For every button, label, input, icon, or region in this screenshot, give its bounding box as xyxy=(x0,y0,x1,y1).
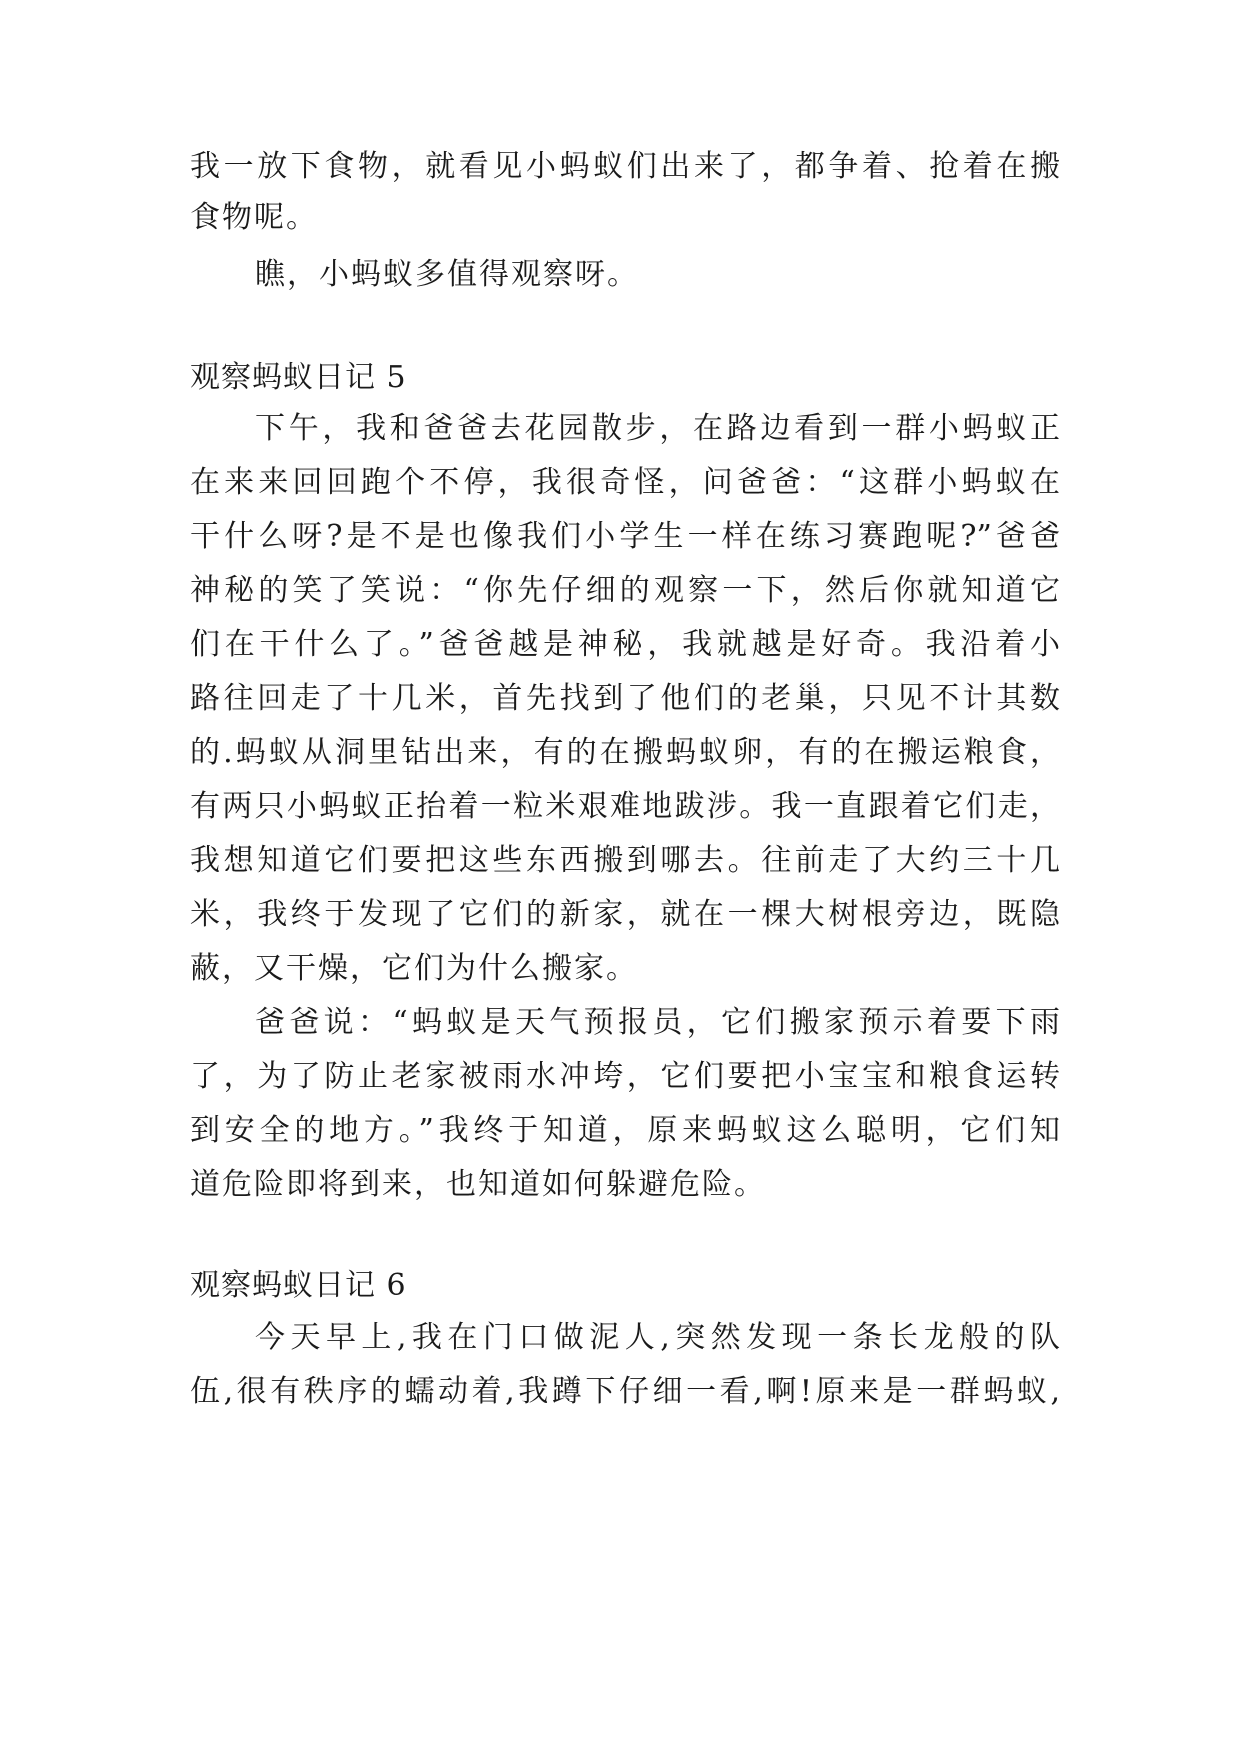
paragraph-line: 伍,很有秩序的蠕动着,我蹲下仔细一看,啊!原来是一群蚂蚁, xyxy=(190,1374,1060,1409)
paragraph-line: 我想知道它们要把这些东西搬到哪去。往前走了大约三十几 xyxy=(190,843,1060,878)
paragraph-line: 食物呢。 xyxy=(190,200,318,235)
paragraph-line: 神秘的笑了笑说：“你先仔细的观察一下，然后你就知道它 xyxy=(190,573,1060,608)
section-heading: 观察蚂蚁日记 5 xyxy=(190,360,407,395)
paragraph-line: 爸爸说：“蚂蚁是天气预报员，它们搬家预示着要下雨 xyxy=(255,1005,1060,1040)
paragraph-line: 干什么呀?是不是也像我们小学生一样在练习赛跑呢?”爸爸 xyxy=(190,519,1060,554)
paragraph-line: 的.蚂蚁从洞里钻出来，有的在搬蚂蚁卵，有的在搬运粮食， xyxy=(190,735,1060,770)
paragraph-line: 路往回走了十几米，首先找到了他们的老巢，只见不计其数 xyxy=(190,681,1060,716)
paragraph-line: 到安全的地方。”我终于知道，原来蚂蚁这么聪明，它们知 xyxy=(190,1113,1060,1148)
paragraph-line: 我一放下食物，就看见小蚂蚁们出来了，都争着、抢着在搬 xyxy=(190,149,1060,184)
paragraph-line: 米，我终于发现了它们的新家，就在一棵大树根旁边，既隐 xyxy=(190,897,1060,932)
paragraph-line: 在来来回回跑个不停，我很奇怪，问爸爸：“这群小蚂蚁在 xyxy=(190,465,1060,500)
paragraph-line: 下午，我和爸爸去花园散步，在路边看到一群小蚂蚁正 xyxy=(255,411,1060,446)
paragraph-line: 今天早上,我在门口做泥人,突然发现一条长龙般的队 xyxy=(255,1320,1060,1355)
paragraph-line: 道危险即将到来，也知道如何躲避危险。 xyxy=(190,1167,766,1202)
paragraph-line: 有两只小蚂蚁正抬着一粒米艰难地跋涉。我一直跟着它们走， xyxy=(190,789,1060,824)
paragraph-line: 们在干什么了。”爸爸越是神秘，我就越是好奇。我沿着小 xyxy=(190,627,1060,662)
paragraph-line: 了，为了防止老家被雨水冲垮，它们要把小宝宝和粮食运转 xyxy=(190,1059,1060,1094)
section-heading: 观察蚂蚁日记 6 xyxy=(190,1268,407,1303)
paragraph-line: 蔽，又干燥，它们为什么搬家。 xyxy=(190,951,638,986)
paragraph-line: 瞧，小蚂蚁多值得观察呀。 xyxy=(255,257,639,292)
